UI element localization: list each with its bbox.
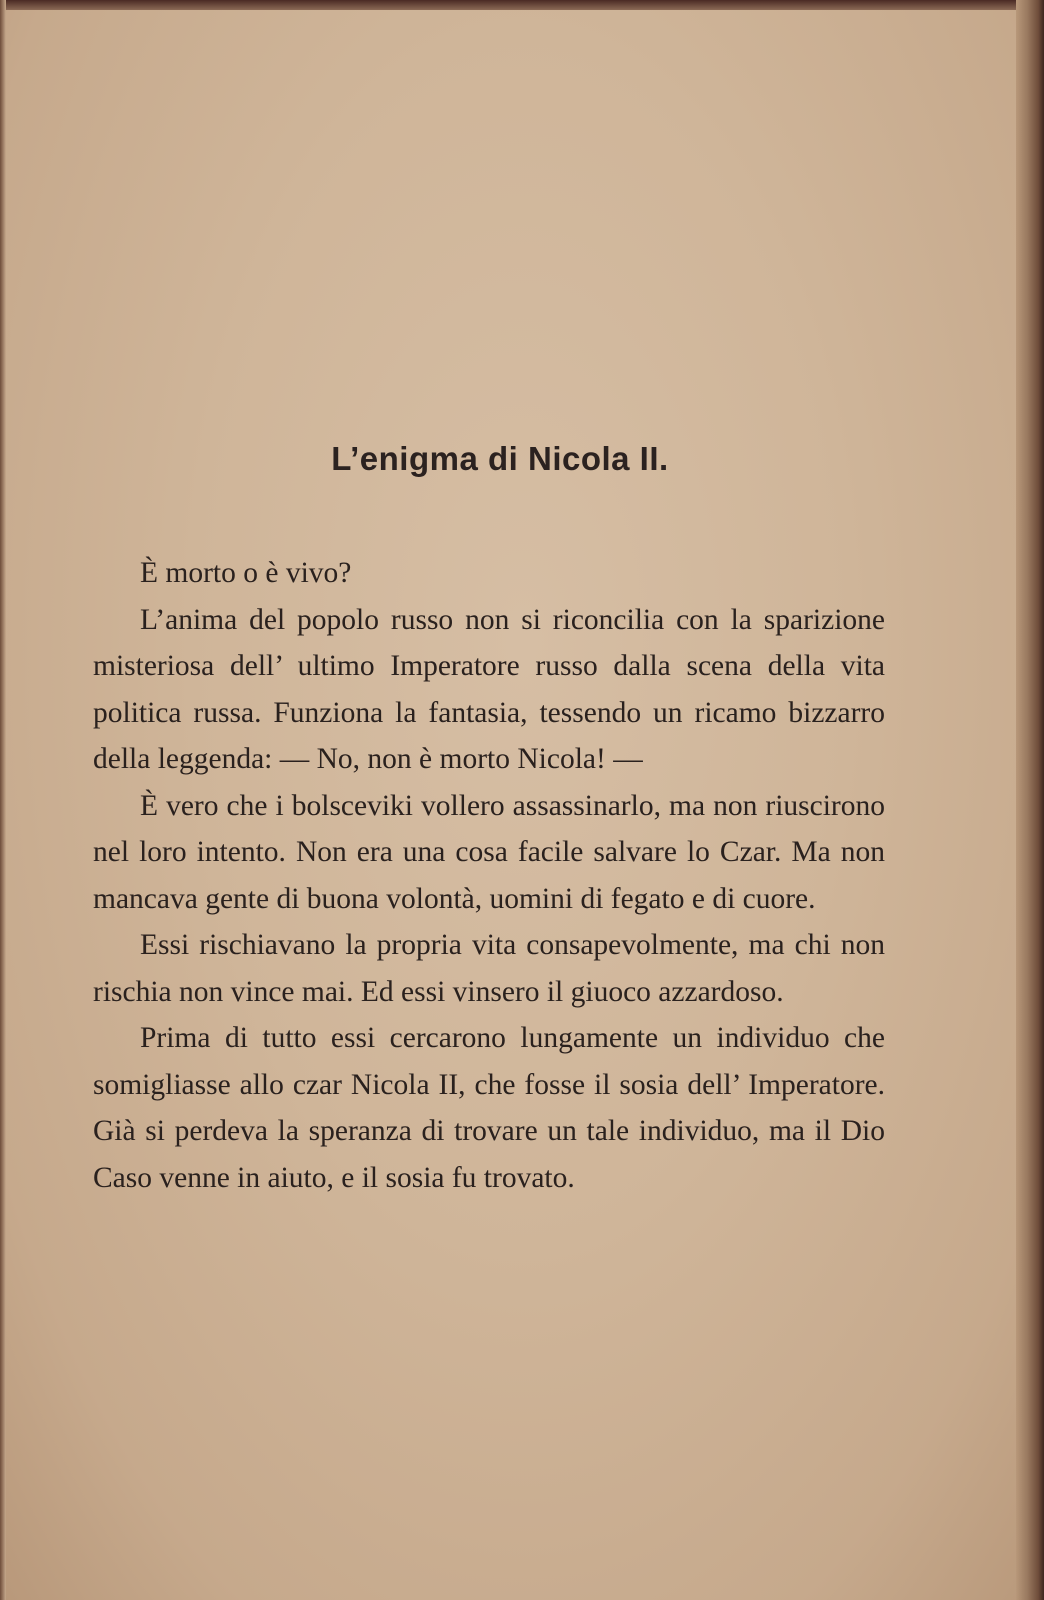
paragraph: È morto o è vivo? [140,557,352,589]
page-top-edge [0,0,1044,10]
paragraph: È vero che i bolsceviki vollero assassinarlo, ma non riuscirono nel loro intento. Non era una cosa facile salvare lo Czar. Ma non mancava gente di buona volontà, uomini di fegato e di cuore. [93,789,885,915]
paragraph: L’anima del popolo russo non si riconcilia con la sparizione misteriosa dell’ ultimo Imperatore russo dalla scena della vita politica russa. Funziona la fantasia, tessendo un ricamo bizzarro della leggenda: — No, non è morto Nicola! — [93,603,885,775]
chapter-body [93,550,885,1201]
chapter-title: L’enigma di Nicola II. [331,440,669,477]
paragraph: Prima di tutto essi cercarono lungamente un individuo che somigliasse allo czar Nicola II, che fosse il sosia dell’ Imperatore. Già si perdeva la speranza di trovare un tale individuo, ma il Dio Caso venne in aiuto, e il sosia fu trovato. [93,1022,885,1194]
page-binding-edge [1016,0,1044,1600]
page-left-edge [0,0,6,1600]
paragraph: Essi rischiavano la propria vita consapevolmente, ma chi non rischia non vince mai. Ed essi vinsero il giuoco azzardoso. [93,929,885,1008]
